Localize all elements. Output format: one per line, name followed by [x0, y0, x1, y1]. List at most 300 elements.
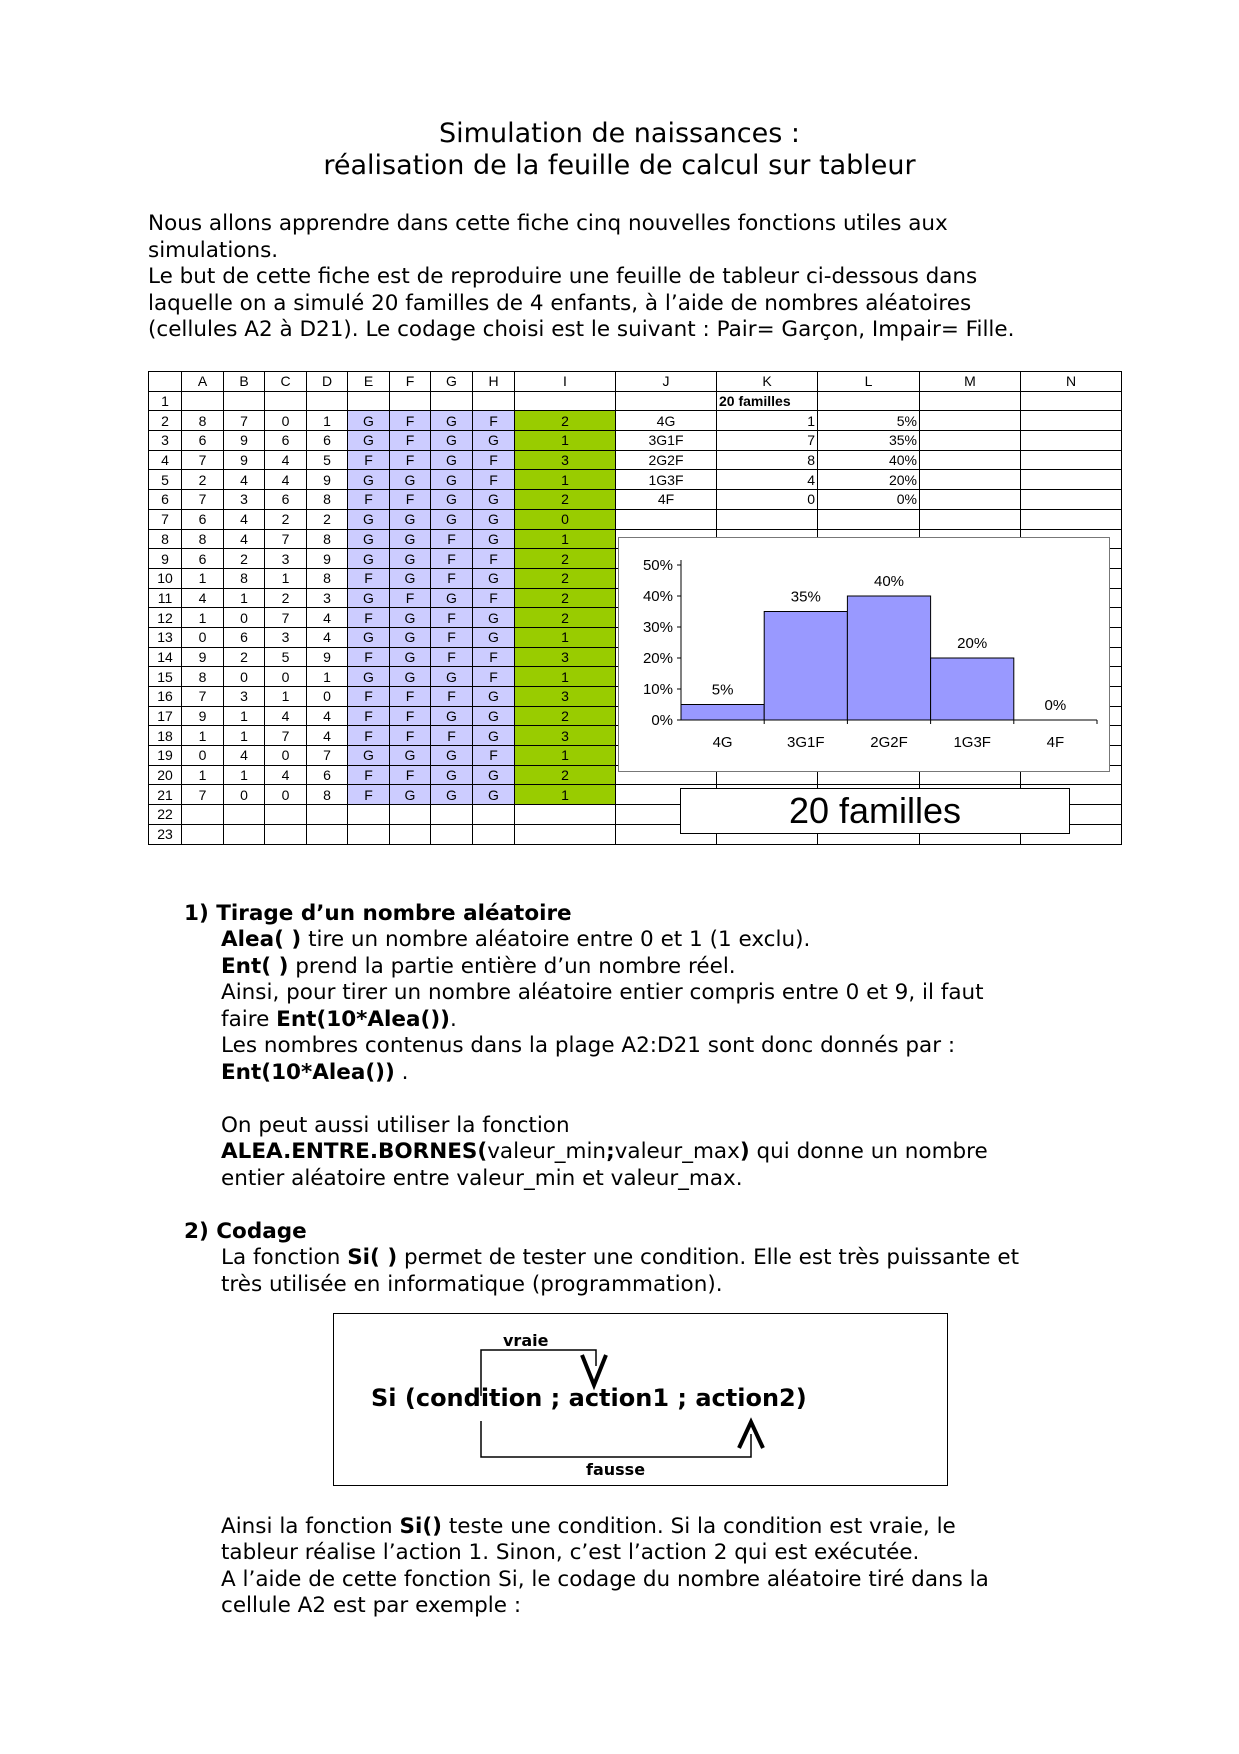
ent-alea-code: Ent(10*Alea()) — [276, 1007, 450, 1032]
column-header — [149, 372, 182, 392]
sheet-cell: 3 — [515, 687, 616, 707]
sheet-cell: 8 — [182, 411, 224, 431]
bornes-close: ) — [739, 1139, 750, 1164]
bar — [847, 596, 930, 720]
sheet-cell: G — [348, 431, 390, 451]
sheet-cell: 9 — [307, 470, 348, 490]
ainsi-line2 — [221, 1007, 457, 1034]
sheet-row — [149, 490, 1122, 510]
sheet-cell: 3 — [224, 687, 265, 707]
sheet-cell: F — [348, 687, 390, 707]
bar-data-label: 20% — [957, 635, 988, 652]
ent-text: prend la partie entière d’un nombre réel. — [288, 954, 736, 979]
sheet-cell: G — [348, 627, 390, 647]
false-label: fausse — [586, 1460, 646, 1479]
x-tick-label: 1G3F — [953, 734, 991, 751]
sheet-cell: 8 — [307, 490, 348, 510]
sheet-cell: 2 — [515, 706, 616, 726]
sheet-cell: F — [431, 608, 473, 628]
sheet-header-row — [149, 372, 1122, 392]
sheet-cell — [1021, 391, 1122, 411]
sheet-cell: 0 — [182, 627, 224, 647]
summary-pct-cell: 0% — [818, 490, 920, 510]
row-header: 14 — [149, 647, 182, 667]
bar-data-label: 40% — [873, 573, 905, 590]
sheet-cell: 7 — [265, 529, 307, 549]
sheet-cell: G — [431, 490, 473, 510]
summary-count-cell: 0 — [717, 490, 818, 510]
sheet-cell — [431, 824, 473, 844]
bornes-function: ALEA.ENTRE.BORNES( — [221, 1139, 488, 1164]
sheet-cell: 1 — [224, 588, 265, 608]
sheet-cell: G — [431, 785, 473, 805]
sheet-cell: 4 — [224, 470, 265, 490]
sheet-cell: 0 — [224, 608, 265, 628]
summary-count-cell: 4 — [717, 470, 818, 490]
sheet-cell: F — [348, 765, 390, 785]
sheet-cell — [224, 805, 265, 825]
ent-line — [221, 954, 736, 981]
sheet-cell: 4 — [265, 470, 307, 490]
summary-label-cell: 4G — [616, 411, 717, 431]
sheet-cell: F — [390, 765, 431, 785]
sheet-cell: 1 — [224, 706, 265, 726]
sheet-cell: F — [390, 588, 431, 608]
sheet-cell: 5 — [265, 647, 307, 667]
row-header: 11 — [149, 588, 182, 608]
intro-line: laquelle on a simulé 20 familles de 4 enfants, à l’aide de nombres aléatoires — [148, 290, 972, 316]
sheet-cell: 1 — [182, 726, 224, 746]
row-header: 23 — [149, 824, 182, 844]
sheet-cell: F — [348, 647, 390, 667]
sheet-cell: G — [473, 726, 515, 746]
sheet-cell: 1 — [515, 470, 616, 490]
sheet-cell — [1021, 470, 1122, 490]
si-after-line2: tableur réalise l’action 1. Sinon, c’est l’action 2 qui est exécutée. — [221, 1540, 920, 1565]
sheet-cell: G — [431, 509, 473, 529]
sheet-cell — [616, 391, 717, 411]
sheet-cell: 4 — [224, 529, 265, 549]
column-header: C — [265, 372, 307, 392]
summary-label-cell: 2G2F — [616, 450, 717, 470]
sheet-cell: 2 — [515, 588, 616, 608]
sheet-cell: 4 — [224, 509, 265, 529]
sheet-cell: 5 — [307, 450, 348, 470]
sheet-row — [149, 391, 1122, 411]
sheet-cell — [265, 391, 307, 411]
sheet-cell: G — [431, 450, 473, 470]
sheet-cell: F — [431, 647, 473, 667]
aussi-line: On peut aussi utiliser la fonction — [221, 1113, 570, 1138]
sheet-cell: F — [431, 726, 473, 746]
sheet-cell: G — [348, 549, 390, 569]
x-tick-label: 3G1F — [787, 734, 825, 751]
sheet-cell: G — [473, 568, 515, 588]
summary-count-cell: 7 — [717, 431, 818, 451]
row-header: 18 — [149, 726, 182, 746]
row-header: 20 — [149, 765, 182, 785]
summary-label-cell: 3G1F — [616, 431, 717, 451]
sheet-cell: F — [348, 568, 390, 588]
row-header: 8 — [149, 529, 182, 549]
sheet-cell — [920, 411, 1021, 431]
sheet-cell: 6 — [307, 431, 348, 451]
summary-label-cell: 1G3F — [616, 470, 717, 490]
sheet-cell: 1 — [515, 529, 616, 549]
plage-code: Ent(10*Alea()) — [221, 1060, 395, 1085]
sheet-cell: 6 — [265, 431, 307, 451]
sheet-cell: G — [431, 667, 473, 687]
true-arrow-head — [582, 1355, 606, 1385]
sheet-cell — [265, 805, 307, 825]
column-header: F — [390, 372, 431, 392]
bornes-line — [221, 1139, 988, 1166]
sheet-cell: 2 — [515, 549, 616, 569]
sheet-cell: G — [431, 411, 473, 431]
sheet-cell: G — [390, 667, 431, 687]
intro-paragraph — [148, 211, 1088, 344]
ainsi-line1: Ainsi, pour tirer un nombre aléatoire entier compris entre 0 et 9, il faut — [221, 980, 984, 1005]
sheet-cell: 6 — [307, 765, 348, 785]
sheet-cell: G — [431, 470, 473, 490]
sheet-cell: 1 — [182, 765, 224, 785]
sheet-cell: 0 — [224, 785, 265, 805]
sheet-cell: F — [473, 411, 515, 431]
sheet-cell: F — [473, 470, 515, 490]
ent-function: Ent( ) — [221, 954, 289, 979]
column-header: H — [473, 372, 515, 392]
y-tick-label: 40% — [642, 588, 673, 605]
sheet-cell: F — [348, 726, 390, 746]
section2-heading: 2) Codage — [184, 1219, 307, 1244]
summary-pct-cell: 35% — [818, 431, 920, 451]
sheet-cell: 8 — [182, 667, 224, 687]
x-tick-label: 4F — [1046, 734, 1065, 751]
bar-data-label: 0% — [1044, 697, 1067, 714]
row-header: 1 — [149, 391, 182, 411]
sheet-cell: 0 — [182, 746, 224, 766]
alea-text: tire un nombre aléatoire entre 0 et 1 (1 exclu). — [301, 927, 811, 952]
column-header: L — [818, 372, 920, 392]
sheet-cell: F — [431, 549, 473, 569]
sheet-cell: F — [473, 667, 515, 687]
alea-line — [221, 927, 810, 954]
y-tick-label: 0% — [651, 712, 673, 729]
sheet-cell — [307, 805, 348, 825]
sheet-cell: F — [390, 706, 431, 726]
sheet-cell — [1021, 431, 1122, 451]
summary-count-cell: 1 — [717, 411, 818, 431]
si-intro-pre: La fonction — [221, 1245, 348, 1270]
bornes-line2: entier aléatoire entre valeur_min et valeur_max. — [221, 1166, 743, 1191]
sheet-cell: G — [431, 431, 473, 451]
sheet-cell — [431, 391, 473, 411]
sheet-cell — [1021, 509, 1122, 529]
sheet-cell — [431, 805, 473, 825]
bar — [681, 705, 764, 721]
sheet-cell: 8 — [307, 568, 348, 588]
sheet-cell: F — [390, 411, 431, 431]
si-intro-line2: très utilisée en informatique (programmation). — [221, 1272, 723, 1297]
sheet-cell: G — [431, 706, 473, 726]
sheet-cell: F — [390, 450, 431, 470]
plage-line: Les nombres contenus dans la plage A2:D21 sont donc donnés par : — [221, 1033, 956, 1058]
sheet-row — [149, 450, 1122, 470]
sheet-cell: 9 — [182, 706, 224, 726]
sheet-cell: F — [348, 490, 390, 510]
sheet-cell: G — [348, 667, 390, 687]
sheet-cell: 2 — [224, 647, 265, 667]
sheet-cell — [515, 805, 616, 825]
sheet-cell: G — [473, 785, 515, 805]
sheet-cell: 4 — [265, 765, 307, 785]
sheet-cell: G — [473, 608, 515, 628]
si-after-line1 — [221, 1514, 956, 1541]
sheet-cell: 0 — [265, 411, 307, 431]
sheet-cell — [224, 391, 265, 411]
sheet-cell: F — [473, 746, 515, 766]
sheet-cell: 4 — [182, 588, 224, 608]
column-header: M — [920, 372, 1021, 392]
sheet-cell: G — [473, 490, 515, 510]
sheet-cell: G — [390, 470, 431, 490]
sheet-cell: 8 — [182, 529, 224, 549]
sheet-cell: F — [390, 726, 431, 746]
sheet-cell — [920, 391, 1021, 411]
sheet-cell — [616, 509, 717, 529]
sheet-cell: G — [473, 765, 515, 785]
sheet-cell — [182, 805, 224, 825]
sheet-cell: G — [473, 431, 515, 451]
sheet-cell: 2 — [515, 411, 616, 431]
row-header: 6 — [149, 490, 182, 510]
y-tick-label: 20% — [642, 650, 673, 667]
section1-heading: 1) Tirage d’un nombre aléatoire — [184, 901, 572, 926]
sheet-cell: 2 — [265, 588, 307, 608]
sheet-row — [149, 431, 1122, 451]
sheet-cell: 7 — [224, 411, 265, 431]
sheet-cell: 6 — [182, 549, 224, 569]
sheet-cell: 2 — [515, 568, 616, 588]
sheet-cell: 1 — [182, 568, 224, 588]
sheet-cell — [348, 824, 390, 844]
si-intro-line1 — [221, 1245, 1019, 1272]
sheet-cell: 4 — [307, 706, 348, 726]
sheet-cell: 2 — [307, 509, 348, 529]
sheet-cell — [182, 391, 224, 411]
sheet-cell — [920, 450, 1021, 470]
sheet-cell: 3 — [515, 647, 616, 667]
row-header: 7 — [149, 509, 182, 529]
si-function: Si( ) — [347, 1245, 398, 1270]
histogram-svg — [619, 538, 1109, 771]
plage-post: . — [394, 1060, 409, 1085]
sheet-cell: F — [473, 450, 515, 470]
row-header: 10 — [149, 568, 182, 588]
sheet-row — [149, 509, 1122, 529]
sheet-cell: 1 — [515, 627, 616, 647]
row-header: 15 — [149, 667, 182, 687]
sheet-cell: G — [390, 785, 431, 805]
true-label: vraie — [503, 1331, 549, 1350]
sheet-cell: G — [348, 588, 390, 608]
sheet-cell: G — [348, 509, 390, 529]
sheet-cell: F — [390, 687, 431, 707]
sheet-cell: G — [473, 529, 515, 549]
sheet-cell: 7 — [265, 608, 307, 628]
sheet-cell — [307, 391, 348, 411]
sheet-cell — [182, 824, 224, 844]
bar — [931, 658, 1014, 720]
sheet-cell: 1 — [515, 431, 616, 451]
sheet-cell: G — [473, 509, 515, 529]
si-after-line4: cellule A2 est par exemple : — [221, 1593, 522, 1618]
sheet-cell — [307, 824, 348, 844]
sheet-cell — [515, 824, 616, 844]
intro-line: Nous allons apprendre dans cette fiche cinq nouvelles fonctions utiles aux — [148, 211, 948, 236]
sheet-cell: 6 — [224, 627, 265, 647]
sheet-cell: G — [390, 627, 431, 647]
sheet-cell: F — [348, 706, 390, 726]
sheet-cell: 3 — [515, 450, 616, 470]
sheet-cell: 4 — [307, 627, 348, 647]
row-header: 13 — [149, 627, 182, 647]
sheet-cell: 0 — [265, 746, 307, 766]
sheet-cell: 2 — [224, 549, 265, 569]
sheet-cell: 0 — [515, 509, 616, 529]
sheet-cell: F — [473, 588, 515, 608]
si-after-line3: A l’aide de cette fonction Si, le codage du nombre aléatoire tiré dans la — [221, 1567, 989, 1592]
x-tick-label: 2G2F — [870, 734, 908, 751]
sheet-cell: G — [473, 627, 515, 647]
histogram-chart — [618, 537, 1110, 772]
intro-line: simulations. — [148, 237, 279, 263]
summary-pct-cell: 40% — [818, 450, 920, 470]
sheet-cell: 7 — [182, 490, 224, 510]
y-tick-label: 50% — [642, 557, 673, 574]
summary-label-cell: 4F — [616, 490, 717, 510]
sheet-cell: G — [348, 746, 390, 766]
column-header: B — [224, 372, 265, 392]
row-header: 19 — [149, 746, 182, 766]
sheet-cell: 8 — [224, 568, 265, 588]
sheet-cell: 9 — [182, 647, 224, 667]
sheet-cell: 1 — [224, 726, 265, 746]
sheet-cell: G — [473, 706, 515, 726]
column-header: E — [348, 372, 390, 392]
summary-pct-cell: 5% — [818, 411, 920, 431]
y-tick-label: 10% — [642, 681, 673, 698]
k1-label-cell: 20 familles — [717, 391, 818, 411]
sheet-cell: 8 — [307, 785, 348, 805]
sheet-cell — [224, 824, 265, 844]
sheet-cell: F — [431, 627, 473, 647]
sheet-cell: G — [390, 529, 431, 549]
column-header: I — [515, 372, 616, 392]
si-intro-post: permet de tester une condition. Elle est très puissante et — [397, 1245, 1020, 1270]
sheet-cell: 9 — [224, 450, 265, 470]
sheet-cell: 3 — [224, 490, 265, 510]
row-header: 17 — [149, 706, 182, 726]
summary-count-cell: 8 — [717, 450, 818, 470]
row-header: 4 — [149, 450, 182, 470]
sheet-cell — [390, 824, 431, 844]
sheet-cell: 9 — [307, 549, 348, 569]
summary-pct-cell: 20% — [818, 470, 920, 490]
sheet-cell — [390, 805, 431, 825]
bar-data-label: 5% — [711, 681, 734, 699]
sheet-cell: 9 — [307, 647, 348, 667]
sheet-row — [149, 411, 1122, 431]
sheet-cell: 4 — [307, 726, 348, 746]
column-header: K — [717, 372, 818, 392]
si-after-post: teste une condition. Si la condition est vraie, le — [442, 1514, 956, 1539]
sheet-cell: F — [348, 450, 390, 470]
sheet-cell — [717, 509, 818, 529]
sheet-cell: 0 — [265, 785, 307, 805]
bornes-sep: ; — [606, 1139, 615, 1164]
column-header: D — [307, 372, 348, 392]
sheet-cell: F — [390, 490, 431, 510]
sheet-cell: G — [390, 746, 431, 766]
sheet-cell: G — [390, 568, 431, 588]
sheet-cell: 1 — [265, 687, 307, 707]
sheet-cell: 4 — [307, 608, 348, 628]
sheet-cell: 8 — [307, 529, 348, 549]
sheet-cell: 1 — [307, 667, 348, 687]
si-diagram-box — [333, 1313, 948, 1486]
sheet-cell: G — [431, 746, 473, 766]
sheet-cell: G — [348, 411, 390, 431]
sheet-cell: 1 — [265, 568, 307, 588]
row-header: 22 — [149, 805, 182, 825]
families-label-box: 20 familles — [680, 788, 1070, 834]
row-header: 12 — [149, 608, 182, 628]
sheet-cell: 1 — [307, 411, 348, 431]
bar — [764, 612, 847, 721]
sheet-cell: G — [473, 687, 515, 707]
sheet-cell: G — [431, 588, 473, 608]
sheet-cell — [473, 824, 515, 844]
sheet-cell: 1 — [515, 667, 616, 687]
si-after-pre: Ainsi la fonction — [221, 1514, 400, 1539]
x-tick-label: 4G — [712, 734, 733, 751]
sheet-cell: F — [348, 608, 390, 628]
sheet-cell: F — [473, 549, 515, 569]
sheet-cell: 6 — [182, 431, 224, 451]
sheet-cell — [920, 431, 1021, 451]
sheet-cell: 0 — [265, 667, 307, 687]
sheet-cell: F — [431, 529, 473, 549]
sheet-cell: F — [390, 431, 431, 451]
ainsi-text: faire — [221, 1007, 277, 1032]
sheet-cell — [265, 824, 307, 844]
sheet-cell: G — [390, 608, 431, 628]
sheet-cell: F — [431, 687, 473, 707]
sheet-cell: 3 — [307, 588, 348, 608]
page-title: Simulation de naissances : — [439, 118, 800, 149]
sheet-cell: 4 — [265, 706, 307, 726]
sheet-cell: G — [348, 529, 390, 549]
sheet-cell: 7 — [182, 687, 224, 707]
bornes-text: qui donne un nombre — [749, 1139, 988, 1164]
sheet-cell: 1 — [224, 765, 265, 785]
sheet-cell: 0 — [224, 667, 265, 687]
sheet-cell — [1021, 490, 1122, 510]
sheet-cell — [1021, 450, 1122, 470]
sheet-cell — [920, 470, 1021, 490]
column-header: N — [1021, 372, 1122, 392]
